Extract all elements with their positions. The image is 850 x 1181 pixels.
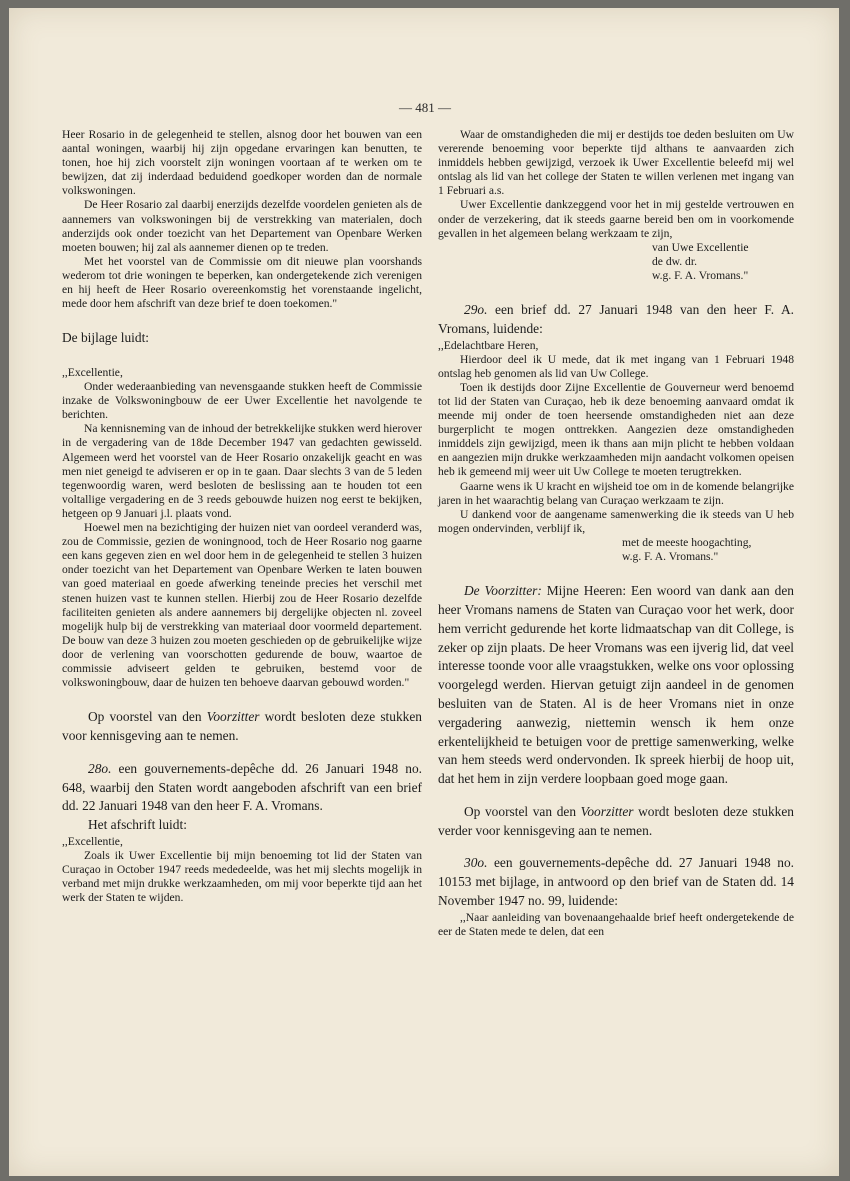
resolution-text: wordt besloten deze stukken voor kennisgeving aan te nemen. <box>62 709 422 743</box>
salutation: ,,Edelachtbare Heren, <box>438 338 539 352</box>
signature-line: w.g. F. A. Vromans." <box>622 550 719 564</box>
paragraph: Met het voorstel van de Commissie om dit nieuwe plan voorshands wederom tot drie woningen te beperken, kan ondergetekende zich verenigen en hij heeft de Heer Rosario overeenkomstig het vorenstaande ingelicht, mede door hem afschrift van deze brief te doen toekomen." <box>62 254 422 311</box>
paragraph: De Heer Rosario zal daarbij enerzijds dezelfde voordelen genieten als de aannemers van volkswoningen bij de verstrekking van materialen, doch anderzijds ook onder toezicht van het Departement van Openbare Werken moeten bouwen; hij zal als aannemer dienen op te treden. <box>62 198 422 254</box>
right-column <box>438 128 794 939</box>
paragraph: Onder wederaanbieding van nevensgaande stukken heeft de Commissie inzake de Volkswoningbouw de eer Uwer Excellentie het navolgende te berichten. <box>62 380 422 422</box>
paragraph: Na kennisneming van de inhoud der betrekkelijke stukken werd hierover in de vergadering van de 18de December 1947 van gedachten gewisseld. Algemeen werd het voorstel van de Heer Rosario onzakelijk geacht en was men niet geneigd te adviseren er op in te gaan. Daar slechts 3 van de 5 leden tegenwoordig waren, werd besloten de beslissing aan te houden tot een voltallige vergadering en de 3 reeds gebouwde huizen nog eerst te bekijken, hetgeen op 9 Januari j.l. plaats vond. <box>62 422 422 520</box>
paragraph: Waar de omstandigheden die mij er destijds toe deden besluiten om Uw vererende benoeming voor beperkte tijd althans te aanvaarden zich inmiddels hebben gewijzigd, verzoek ik Uwer Excellentie beleefd mij wel ontslag als lid van het college der Staten te willen verlenen met ingang van 1 Februari a.s. <box>438 128 794 198</box>
speaker-label: De Voorzitter: <box>464 583 542 599</box>
agenda-item-29 <box>438 301 794 339</box>
left-column <box>62 128 422 905</box>
chair-title: Voorzitter <box>206 709 260 725</box>
agenda-item-30 <box>438 854 794 910</box>
paragraph: Hoewel men na bezichtiging der huizen niet van oordeel veranderd was, zou de Commissie, gezien de woningnood, toch de Heer Rosario nog gaarne een kans gegeven zien en wel door hem in de gelegenheid te stellen 3 huizen onder toezicht van het Departement van Openbare Werken te laten bouwen van goed materiaal en goede afwerking teneinde precies het verschil met stenen huizen vast te kunnen stellen. Hierbij zou de Heer Rosario dezelfde faciliteiten genieten als andere aannemers bij dergelijke objecten nl. zoveel mogelijk hulp bij de verstrekking van materiaal door voormeld departement. De bouw van deze 3 huizen zou moeten geschieden op de gebruikelijke wijze door de verlening van voorschotten gedurende de bouw, waartoe de commissie adviseert gelden te gebruiken, bestemd voor de volkswoningbouw, daar de huizen ten behoeve daarvan gebouwd worden." <box>62 521 422 690</box>
speech-text: Mijne Heeren: Een woord van dank aan den heer Vromans namens de Staten van Curaçao voor het werk, door hem verricht gedurende het korte lidmaatschap van dit College, is zeker op zijn plaats. De heer Vromans was een ijverig lid, dat veel interesse toonde voor alle vraagstukken, welke ons voor oplossing voorgelegd werden. Hiervan getuigt zijn aandeel in de genomen besluiten van de Staten. Al is de heer Vromans niet in onze vergadering aanwezig, niettemin wensch ik hem onze erkentelijkheid te betuigen voor de prettige samenwerking, welke van hem steeds werd ondervonden. Ik spreek hierbij de hoop uit, dat het hem in zijn verdere loopbaan goed moge gaan. <box>438 583 794 787</box>
agenda-item-28 <box>62 760 422 816</box>
signature-line: van Uwe Excellentie <box>652 240 749 254</box>
subheading: Het afschrift luidt: <box>88 817 187 833</box>
salutation: ,,Excellentie, <box>62 834 123 848</box>
page-number: — 481 — <box>399 100 451 115</box>
item-number: 28o. <box>88 760 112 776</box>
resolution-text: Op voorstel van den <box>88 709 207 725</box>
item-text: een gouvernements-depêche dd. 26 Januari 1948 no. 648, waarbij den Staten wordt aangeboden afschrift van een brief dd. 22 Januari 1948 van den heer F. A. Vromans. <box>62 760 422 814</box>
salutation: ,,Excellentie, <box>62 366 123 380</box>
signature-line: w.g. F. A. Vromans." <box>652 268 749 282</box>
item-number: 29o. <box>464 302 488 318</box>
paragraph: Hierdoor deel ik U mede, dat ik met ingang van 1 Februari 1948 ontslag heb genomen als lid van Uw College. <box>438 352 794 380</box>
paragraph: Zoals ik Uwer Excellentie bij mijn benoeming tot lid der Staten van Curaçao in October 1947 reeds mededeelde, was het mij slechts mogelijk in verband met mijn drukke werkzaamheden, om mij voor beperkte tijd aan het werk der Staten te wijden. <box>62 849 422 905</box>
paragraph: Gaarne wens ik U kracht en wijsheid toe om in de komende belangrijke jaren in het waarachtig belang van Curaçao werkzaam te zijn. <box>438 479 794 507</box>
item-text: een brief dd. 27 Januari 1948 van den heer F. A. Vromans, luidende: <box>438 302 794 336</box>
item-number: 30o. <box>464 855 488 871</box>
resolution-text: wordt besloten deze stukken verder voor kennisgeving aan te nemen. <box>438 803 794 838</box>
paragraph: Toen ik destijds door Zijne Excellentie de Gouverneur werd benoemd tot lid der Staten van Curaçao, heb ik deze benoeming aanvaard omdat ik meende mij onder de toen heersende omstandigheden niet aan deze burgerplicht te mogen onttrekken. Aangezien deze omstandigheden inmiddels zijn gewijzigd, meen ik thans aan mijn plicht te hebben voldaan en aangezien mijn drukke werkzaamheden mijn aandacht volkomen opeisen heb ik gemeend mij weer uit Uw College te moeten terugtrekken. <box>438 380 794 479</box>
signature-line: de dw. dr. <box>652 254 697 268</box>
chair-speech <box>438 582 794 789</box>
signature-line: met de meeste hoogachting, <box>622 535 752 549</box>
resolution-paragraph <box>62 708 422 746</box>
section-heading: De bijlage luidt: <box>62 330 150 346</box>
item-text: een gouvernements-depêche dd. 27 Januari 1948 no. 10153 met bijlage, in antwoord op den brief van de Staten dd. 14 November 1947 no. 99, luidende: <box>438 855 794 909</box>
chair-title: Voorzitter <box>580 803 634 819</box>
paragraph: U dankend voor de aangename samenwerking die ik steeds van U heb mogen ondervinden, verblijf ik, <box>438 507 794 535</box>
paragraph: ,,Naar aanleiding van bovenaangehaalde brief heeft ondergetekende de eer de Staten mede te delen, dat een <box>438 910 794 938</box>
resolution-paragraph <box>438 803 794 841</box>
paragraph: Heer Rosario in de gelegenheid te stellen, alsnog door het bouwen van een aantal woningen, waarbij hij zijn opgedane ervaringen kan benutten, te tonen, hoe hij zich voorstelt zijn woningen voortaan af te werken om te bewijzen, dat zij inderdaad beduidend goedkoper worden dan de normale volkswoningen. <box>62 128 422 198</box>
paragraph: Uwer Excellentie dankzeggend voor het in mij gestelde vertrouwen en onder de verzekering, dat ik steeds gaarne bereid ben om in voorkomende gevallen in het algemeen belang werkzaam te zijn, <box>438 198 794 240</box>
resolution-text: Op voorstel van den <box>464 803 581 819</box>
